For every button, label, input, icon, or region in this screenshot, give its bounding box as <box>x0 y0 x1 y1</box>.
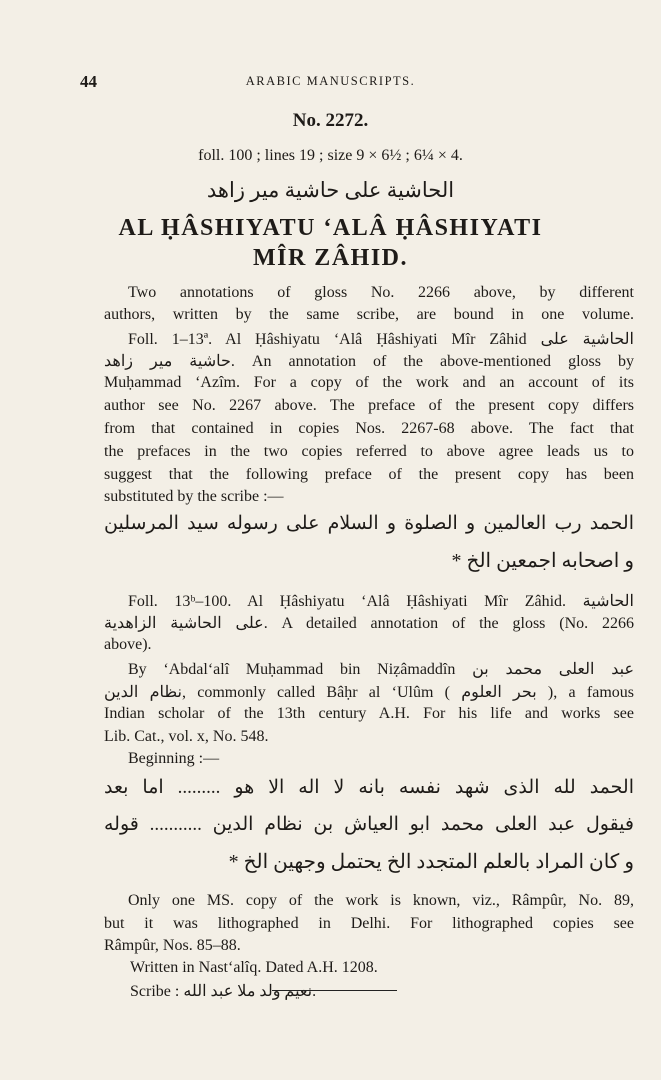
arabic-title: الحاشية على حاشية مير زاهد <box>206 178 455 202</box>
text-line: حاشية مير زاهد. An annotation of the above-mentioned gloss by <box>104 353 635 370</box>
arabic-preface-line: الحمد رب العالمين و الصلوة و السلام على رسوله سيد المرسلين <box>104 513 634 534</box>
text-line: above). <box>104 636 152 653</box>
arabic-beginning-line: و كان المراد بالعلم المتجدد الخ يحتمل وجهين الخ * <box>228 851 634 873</box>
work-title <box>0 213 661 273</box>
work-title-line-2: MÎR ZÂHID. <box>252 245 408 271</box>
running-title: ARABIC MANUSCRIPTS. <box>245 74 416 88</box>
text-line: Only one MS. copy of the work is known, viz., Râmpûr, No. 89, <box>128 892 634 909</box>
text-line: Two annotations of gloss No. 2266 above, by different <box>128 284 634 301</box>
text-line: Muḥammad ‘Azîm. For a copy of the work and an account of its <box>104 374 634 391</box>
arabic-beginning-line: فيقول عبد العلى محمد ابو العياش بن نظام الدين ........... قوله <box>104 814 634 835</box>
arabic-preface-line: و اصحابه اجمعين الخ * <box>451 550 634 572</box>
work-title-line-1: AL ḤÂSHIYATU ‘ALÂ ḤÂSHIYATI <box>118 215 543 241</box>
closing-rule <box>272 990 397 991</box>
entry-number: No. 2272. <box>292 110 369 131</box>
text-line: Foll. 1–13ª. Al Ḥâshiyatu ‘Alâ Ḥâshiyati Mîr Zâhid الحاشية على <box>128 331 635 348</box>
text-line: By ‘Abdal‘alî Muḥammad bin Niẓâmaddîn عبد العلى محمد بن <box>128 661 634 678</box>
text-line: Beginning :— <box>128 750 220 767</box>
text-line: على الحاشية الزاهدية. A detailed annotation of the gloss (No. 2266 <box>104 615 634 632</box>
text-line: Written in Nast‘alîq. Dated A.H. 1208. <box>130 959 378 976</box>
text-line: Indian scholar of the 13th century A.H. For his life and works see <box>104 705 634 722</box>
text-line: Foll. 13ᵇ–100. Al Ḥâshiyatu ‘Alâ Ḥâshiyati Mîr Zâhid. الحاشية <box>128 593 634 610</box>
text-line: authors, written by the same scribe, are bound in one volume. <box>104 306 634 323</box>
page-number: 44 <box>80 72 97 91</box>
text-line: Lib. Cat., vol. x, No. 548. <box>104 728 269 745</box>
physical-description: foll. 100 ; lines 19 ; size 9 × 6½ ; 6¼ × 4. <box>198 147 463 164</box>
text-line: the prefaces in the two copies referred to above agree leads us to <box>104 443 634 460</box>
text-line: from that contained in copies Nos. 2267-68 above. The fact that <box>104 420 634 437</box>
text-line: suggest that the following preface of the present copy has been <box>104 466 634 483</box>
text-line: substituted by the scribe :— <box>104 488 284 505</box>
text-line: Râmpûr, Nos. 85–88. <box>104 937 241 954</box>
text-line: author see No. 2267 above. The preface of the present copy differs <box>104 397 634 414</box>
text-line: نظام الدين, commonly called Bâḥr al ‘Ulûm ( بحر العلوم ), a famous <box>104 684 634 701</box>
text-line: Scribe : نعيم ولد ملا عبد الله. <box>130 983 317 1000</box>
arabic-beginning-line: الحمد لله الذى شهد نفسه بانه لا اله الا هو ......... اما بعد <box>104 777 634 798</box>
text-line: but it was lithographed in Delhi. For lithographed copies see <box>104 915 634 932</box>
